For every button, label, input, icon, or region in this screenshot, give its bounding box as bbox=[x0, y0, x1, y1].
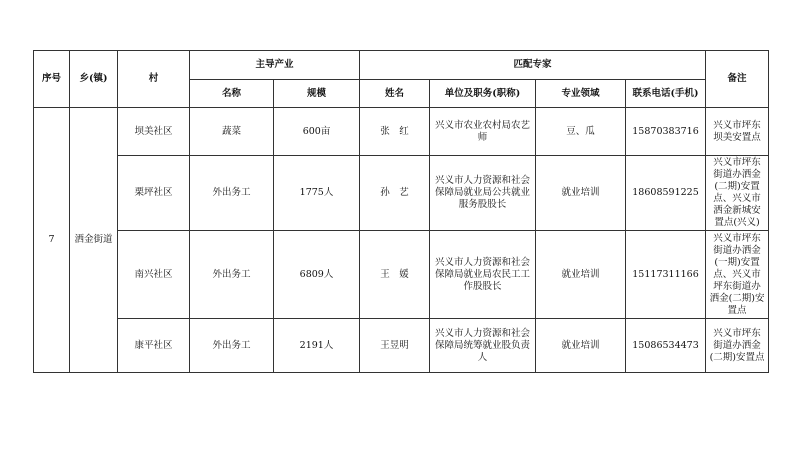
header-seq: 序号 bbox=[34, 51, 70, 108]
cell-town: 洒金街道 bbox=[70, 108, 118, 373]
table-row bbox=[34, 108, 769, 156]
table-row bbox=[34, 231, 769, 319]
cell-expert-name: 王 媛 bbox=[360, 231, 430, 319]
cell-remark: 兴义市坪东街道办洒金(一期)安置点、兴义市坪东街道办洒金(二期)安置点 bbox=[706, 231, 769, 319]
cell-expert-unit: 兴义市人力资源和社会保障局就业局农民工工作股股长 bbox=[430, 231, 536, 319]
cell-expert-field: 就业培训 bbox=[536, 231, 626, 319]
header-industry-name: 名称 bbox=[190, 80, 274, 108]
cell-expert-field: 豆、瓜 bbox=[536, 108, 626, 156]
cell-expert-phone: 15086534473 bbox=[626, 319, 706, 373]
cell-seq: 7 bbox=[34, 108, 70, 373]
header-industry-scale: 规模 bbox=[274, 80, 360, 108]
cell-expert-field: 就业培训 bbox=[536, 319, 626, 373]
header-expert-field: 专业领域 bbox=[536, 80, 626, 108]
cell-expert-name: 孙 艺 bbox=[360, 156, 430, 231]
expert-matching-table bbox=[33, 50, 769, 373]
cell-industry-scale: 6809人 bbox=[274, 231, 360, 319]
cell-village: 南兴社区 bbox=[118, 231, 190, 319]
cell-industry-name: 外出务工 bbox=[190, 231, 274, 319]
cell-expert-unit: 兴义市人力资源和社会保障局就业局公共就业服务股股长 bbox=[430, 156, 536, 231]
cell-industry-name: 外出务工 bbox=[190, 319, 274, 373]
cell-expert-field: 就业培训 bbox=[536, 156, 626, 231]
header-expert-unit: 单位及职务(职称) bbox=[430, 80, 536, 108]
cell-village: 康平社区 bbox=[118, 319, 190, 373]
cell-village: 栗坪社区 bbox=[118, 156, 190, 231]
cell-industry-name: 蔬菜 bbox=[190, 108, 274, 156]
cell-remark: 兴义市坪东街道办洒金(二期)安置点 bbox=[706, 319, 769, 373]
table-row bbox=[34, 156, 769, 231]
header-industry: 主导产业 bbox=[190, 51, 360, 80]
cell-industry-scale: 600亩 bbox=[274, 108, 360, 156]
cell-expert-name: 王昱明 bbox=[360, 319, 430, 373]
header-row-top bbox=[34, 51, 769, 80]
header-town: 乡(镇) bbox=[70, 51, 118, 108]
cell-industry-scale: 2191人 bbox=[274, 319, 360, 373]
cell-village: 坝美社区 bbox=[118, 108, 190, 156]
cell-expert-unit: 兴义市农业农村局农艺师 bbox=[430, 108, 536, 156]
cell-remark: 兴义市坪东坝美安置点 bbox=[706, 108, 769, 156]
cell-expert-name: 张 红 bbox=[360, 108, 430, 156]
cell-expert-phone: 15117311166 bbox=[626, 231, 706, 319]
cell-expert-unit: 兴义市人力资源和社会保障局统筹就业股负责人 bbox=[430, 319, 536, 373]
header-expert: 匹配专家 bbox=[360, 51, 706, 80]
cell-industry-scale: 1775人 bbox=[274, 156, 360, 231]
header-remark: 备注 bbox=[706, 51, 769, 108]
table-row bbox=[34, 319, 769, 373]
header-expert-phone: 联系电话(手机) bbox=[626, 80, 706, 108]
header-village: 村 bbox=[118, 51, 190, 108]
header-expert-name: 姓名 bbox=[360, 80, 430, 108]
cell-expert-phone: 15870383716 bbox=[626, 108, 706, 156]
cell-expert-phone: 18608591225 bbox=[626, 156, 706, 231]
cell-remark: 兴义市坪东街道办洒金(二期)安置点、兴义市洒金新城安置点(兴义) bbox=[706, 156, 769, 231]
cell-industry-name: 外出务工 bbox=[190, 156, 274, 231]
